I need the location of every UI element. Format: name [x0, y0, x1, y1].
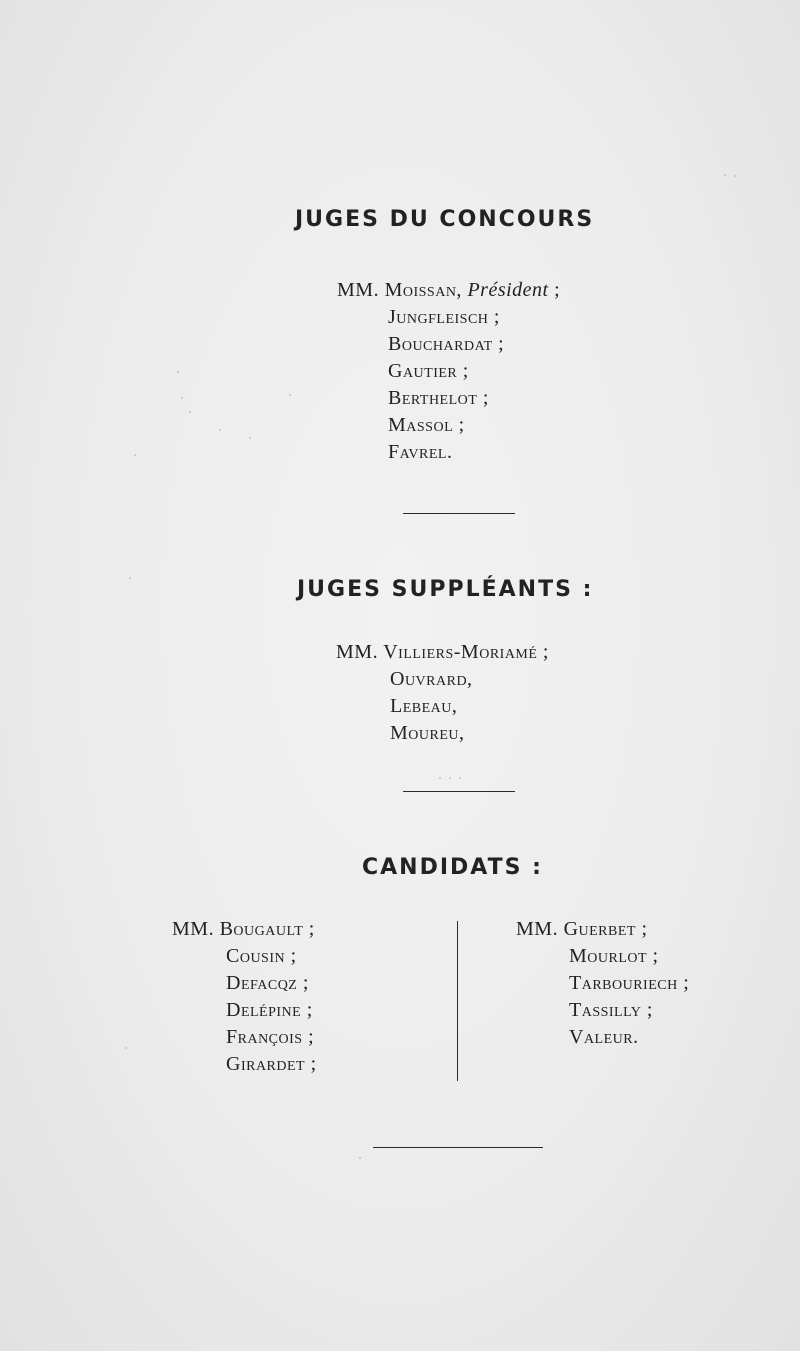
mm-prefix: MM. [172, 918, 215, 940]
judge-name: Jungfleisch ; [388, 306, 500, 328]
judge-name: Massol ; [388, 414, 465, 436]
president-tail: ; [554, 279, 561, 301]
suppleant-first-line [336, 641, 549, 664]
suppleant-name: Lebeau, [390, 695, 458, 717]
candidate-right-first-line [516, 918, 648, 941]
mm-prefix: MM. [337, 279, 380, 301]
divider [403, 513, 515, 514]
mm-prefix: MM. [516, 918, 559, 940]
divider [403, 791, 515, 792]
candidate-name: François ; [226, 1026, 315, 1048]
suppleant-name: Villiers-Moriamé ; [383, 641, 549, 663]
candidate-name: Mourlot ; [569, 945, 659, 967]
candidate-name: Girardet ; [226, 1053, 317, 1075]
president-name: Moissan, [384, 279, 462, 301]
section-title-concours: JUGES DU CONCOURS [295, 207, 595, 232]
judge-name: Bouchardat ; [388, 333, 505, 355]
suppleant-name: Moureu, [390, 722, 465, 744]
suppleant-name: Ouvrard, [390, 668, 473, 690]
mm-prefix: MM. [336, 641, 379, 663]
candidate-left-first-line [172, 918, 315, 941]
candidate-name: Delépine ; [226, 999, 313, 1021]
column-separator [457, 921, 458, 1081]
candidate-name: Guerbet ; [563, 918, 648, 940]
candidate-name: Tarbouriech ; [569, 972, 690, 994]
candidate-name: Defacqz ; [226, 972, 309, 994]
candidate-name: Cousin ; [226, 945, 297, 967]
section-title-suppleants: JUGES SUPPLÉANTS : [297, 577, 594, 602]
section-title-candidats: CANDIDATS : [362, 855, 543, 880]
president-role: Président [467, 279, 549, 301]
candidate-name: Tassilly ; [569, 999, 653, 1021]
candidate-name: Bougault ; [219, 918, 315, 940]
judge-name: Gautier ; [388, 360, 469, 382]
divider [373, 1147, 543, 1148]
judge-name: Berthelot ; [388, 387, 489, 409]
president-line [337, 279, 560, 302]
candidate-name: Valeur. [569, 1026, 639, 1048]
judge-name: Favrel. [388, 441, 453, 463]
